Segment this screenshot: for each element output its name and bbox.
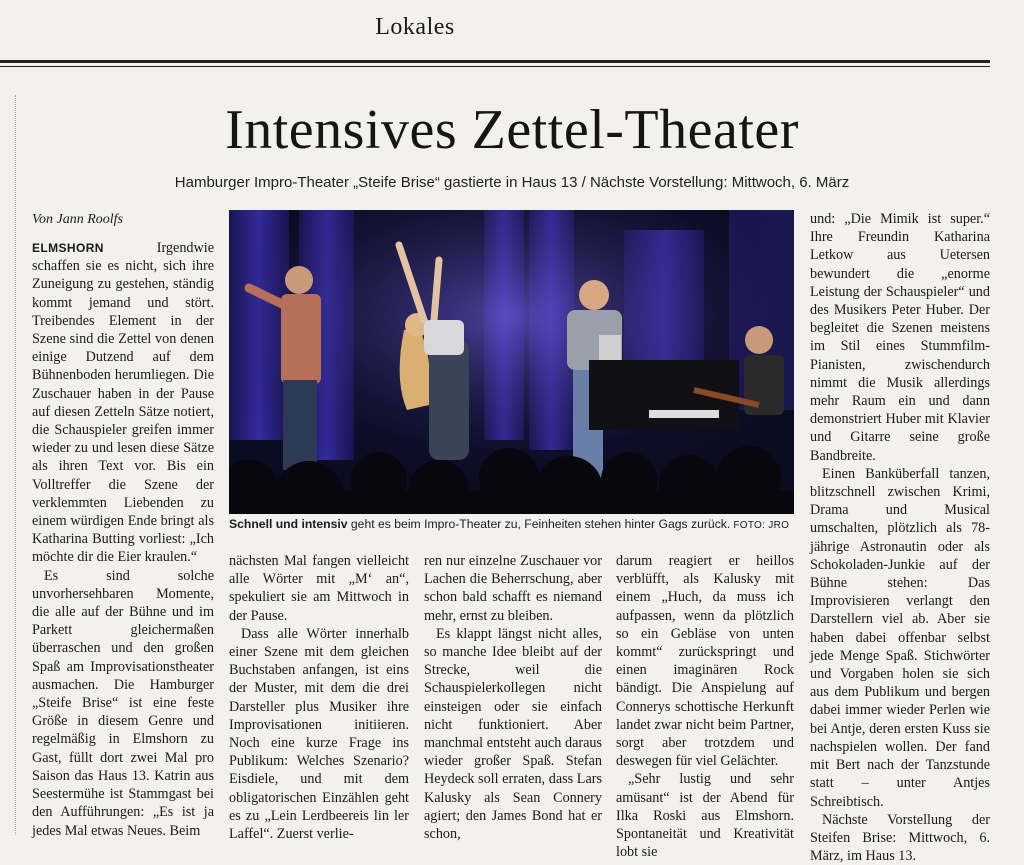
top-rule-thick [0, 60, 990, 63]
paragraph: Es sind solche unvorhersehbaren Momente, die alle auf der Bühne und im Parkett gleichermaßen überraschen und den großen Spaß am Improvisationstheater ausmachen. Die Hamburger „Steife Brise“ ist eine feste Größe in diesem Genre und regelmäßig in Elmshorn zu Gast, füllt dort zwei Mal pro Saison das Haus 13. Katrin aus Seestermühe ist Stammgast bei den Aufführungen: „Es ist ja jedes Mal etwas Neues. Beim [32, 567, 214, 839]
stage-photo [229, 210, 794, 514]
caption-text: geht es beim Impro-Theater zu, Feinheiten stehen hinter Gags zurück. [347, 517, 731, 531]
paragraph: Dass alle Wörter innerhalb einer Szene mit dem gleichen Buchstaben anfangen, ist eins der Muster, mit dem die drei Darsteller plus Musiker ihre Improvisationen initiieren. Noch eine kurze Frage ins Publikum: Welches Szenario? Eisdiele, und mit dem obligatorischen Einzählen geht es zu „Lein Lerdbeereis lin ler Laffel“. Zuerst verlie- [229, 625, 409, 843]
photo-credit: FOTO: JRO [730, 520, 790, 531]
subtitle: Hamburger Impro-Theater „Steife Brise“ gastierte in Haus 13 / Nächste Vorstellung: Mittwoch, 6. März [174, 174, 850, 191]
section-title: Lokales [375, 14, 455, 40]
paragraph [32, 239, 214, 567]
paragraph: Einen Banküberfall tanzen, blitzschnell zwischen Krimi, Drama und Musical umschalten, plötzlich als 78-jährige Astronautin oder als Schokoladen-Junkie auf der Bühne stehen: Das Improvisieren verlangt den Darstellern viel ab. Aber sie haben dabei offenbar selbst jede Menge Spaß. Stichwörter und Vorgaben holen sie sich aus dem Publikum und bergen dabei immer wieder Perlen wie bei Antje, deren ersten Kuss sie nachspielen wollen. Der fand mit Bert nach der Tanzstunde statt – unter Antjes Schreibtisch. [810, 465, 990, 810]
article-column-4 [616, 552, 794, 861]
paragraph: darum reagiert er heillos verblüfft, als Kalusky mit einem „Huch, da muss ich aufpassen, wenn da plötzlich so ein Gebläse von unten kommt“ zurückspringt und einen imaginären Rock bändigt. Die Anspielung auf Connerys schottische Herkunft landet zwar nicht beim Partner, sorgt aber trotzdem und deswegen für viel Gelächter. [616, 553, 794, 770]
caption-lead: Schnell und intensiv [229, 517, 348, 531]
column-separator [15, 95, 16, 835]
paragraph: und: „Die Mimik ist super.“ Ihre Freundin Katharina Letkow aus Uetersen bewundert die „enorme Leistung der Schauspieler“ und des Musikers Peter Huber. Der begleitet die Szenen meistens im Stil eines Stummfilm-Pianisten, zwischendurch nimmt die Musik allerdings mehr Raum ein und dann demonstriert Huber mit Klavier und Gitarre seine große Bandbreite. [810, 211, 990, 464]
article-column-3 [424, 552, 602, 843]
paragraph-text: Irgendwie schaffen sie es nicht, sich ihre Zuneigung zu gestehen, ständig kommt jemand und stört. Treibendes Element in der Szene sind die Zettel von denen einige Dutzend auf dem Bühnenboden herumliegen. Die Zuschauer haben in der Pause auf diesen Zetteln Sätze notiert, die Schauspieler greifen immer wieder zu und lesen diese Sätze als ihren Text vor. Bis ein Volltreffer die Szene der verklemmten Liebenden zu einem würdigen Ende bringt als Katharina Butting vorliest: „Ich möchte dir die Eier kraulen.“ [32, 240, 214, 566]
dateline: ELMSHORN [32, 241, 104, 255]
article-column-1 [32, 239, 214, 840]
headline: Intensives Zettel-Theater [225, 99, 799, 161]
article-column-2 [229, 552, 409, 843]
photo-caption [229, 517, 799, 531]
photo-illustration [229, 210, 794, 514]
paragraph: Es klappt längst nicht alles, so manche Idee bleibt auf der Strecke, weil die Schauspielerkollegen nicht einsteigen oder sie einfach nicht funktioniert. Aber manchmal entsteht auch daraus wieder großer Spaß. Stefan Heydeck soll erraten, dass Lars Kalusky als Sean Connery agiert; den James Bond hat er schon, [424, 625, 602, 843]
paragraph: „Sehr lustig und sehr amüsant“ ist der Abend für Ilka Roski aus Elmshorn. Spontaneität und Kreativität lobt sie [616, 771, 794, 861]
paragraph: nächsten Mal fangen vielleicht alle Wörter mit „M‘ an“, spekuliert sie am Mittwoch in der Pause. [229, 553, 409, 624]
byline: Von Jann Roolfs [32, 212, 123, 227]
article-column-5 [810, 210, 990, 865]
paragraph: ren nur einzelne Zuschauer vor Lachen die Beherrschung, aber schon bald schafft es niemand mehr, ernst zu bleiben. [424, 553, 602, 624]
paragraph: Nächste Vorstellung der Steifen Brise: Mittwoch, 6. März, im Haus 13. [810, 811, 990, 865]
top-rule-thin [0, 66, 990, 67]
